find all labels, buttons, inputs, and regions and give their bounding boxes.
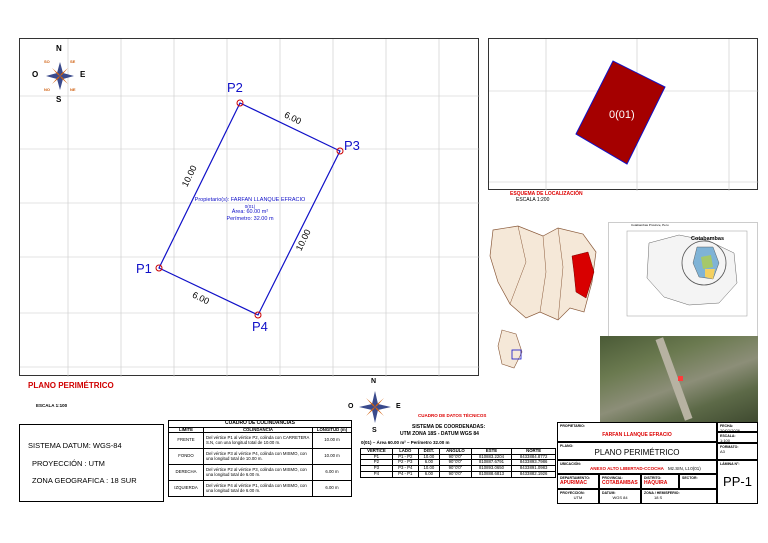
side-p3-p4: 10.00 — [293, 227, 313, 253]
tb-zone-cell — [641, 489, 717, 504]
vertex-label-p1: P1 — [136, 261, 152, 276]
tecnicos-area-line: 0(01) – Área 60.00 m² – Perímetro 32.00 m — [361, 440, 450, 445]
tb-proj-value: UTM — [573, 495, 583, 500]
table-row — [169, 433, 352, 449]
col-longitud: 6.00 m — [313, 481, 352, 497]
tec-norte: 8433891.0983 — [512, 466, 556, 472]
compass-e: E — [80, 70, 86, 79]
col-limite: IZQUIERDA — [169, 481, 204, 497]
tb-datum-label: DATUM: — [602, 491, 616, 495]
tecnicos-system: SISTEMA DE COORDENADAS: — [412, 424, 486, 430]
tb-sheet-cell — [717, 460, 758, 504]
tec-este: 810893.0650 — [471, 466, 511, 472]
tb-format-value: A3 — [720, 449, 725, 454]
perimeter-text: Perímetro: 32.00 m — [226, 215, 274, 222]
vertex-label-p3: P3 — [344, 138, 360, 153]
tb-format-label: FORMATO: — [720, 445, 739, 449]
compass2-e: E — [396, 403, 401, 410]
tec-lado: P1 - P2 — [392, 454, 418, 460]
table-row — [169, 449, 352, 465]
tb-prov-label: PROVINCIA: — [602, 476, 623, 480]
main-plan-frame — [19, 38, 479, 376]
tec-vertice: P3 — [361, 466, 393, 472]
tec-lado: P4 - P1 — [392, 471, 418, 477]
tec-vertice: P1 — [361, 454, 393, 460]
tb-format-cell — [717, 443, 758, 460]
tb-prov-value: COTABAMBAS — [602, 480, 638, 486]
compass-ne: NE — [70, 87, 76, 92]
col-longitud: 10.00 m — [313, 449, 352, 465]
tecnicos-table-wrap — [360, 448, 556, 478]
tb-sheet-value: PP-1 — [723, 474, 752, 489]
tb-owner-value: FARFAN LLANQUE EFRACIO — [602, 432, 672, 438]
area-text: Área: 60.00 m² — [231, 208, 269, 215]
col-colindancia: Del vértice P2 al vértice P3, colinda con MISMO, con una longitud total de 6.00 m. — [204, 465, 313, 481]
tec-dist: 10.00 — [418, 454, 439, 460]
table-row — [169, 481, 352, 497]
lot-code-text: 0(01) — [244, 203, 256, 209]
col-longitud: 10.00 m — [313, 433, 352, 449]
tec-norte: 8433882.1926 — [512, 471, 556, 477]
col-limite: FONDO — [169, 449, 204, 465]
tb-proj-cell — [557, 489, 599, 504]
side-p4-p1: 6.00 — [190, 289, 211, 307]
vertex-label-p2: P2 — [227, 80, 243, 95]
tb-sector-cell — [679, 474, 717, 489]
region-map-peru — [488, 222, 600, 372]
tec-header-dist: DIST. — [418, 449, 439, 455]
tb-date-label: FECHA: — [720, 424, 734, 428]
tb-scale-label: ESCALA: — [720, 434, 736, 438]
compass2-s: S — [372, 427, 377, 434]
tb-location-cell — [557, 460, 717, 474]
lot-label-block — [185, 197, 315, 222]
tb-sheet-label: LÁMINA N°: — [720, 462, 740, 466]
compass-se: SE — [70, 59, 76, 64]
region-label-province: Cotabambas Province, Peru — [631, 223, 669, 227]
tec-este: 810888.6813 — [471, 471, 511, 477]
tec-vertice: P4 — [361, 471, 393, 477]
compass-o: O — [32, 70, 39, 79]
tec-este: 810887.6791 — [471, 460, 511, 466]
satellite-road — [656, 337, 693, 421]
tec-norte: 8433893.7986 — [512, 460, 556, 466]
compass-rose-2 — [346, 378, 404, 436]
compass2-o: O — [348, 403, 354, 410]
owner-text: Propietario(s): FARFAN LLANQUE EFRACIO — [194, 197, 306, 203]
tb-plan-cell — [557, 442, 717, 460]
location-map-frame — [488, 38, 758, 190]
col-limite: FRENTE — [169, 433, 204, 449]
tb-dist-cell — [641, 474, 679, 489]
location-map-title: ESQUEMA DE LOCALIZACIÓN — [510, 191, 583, 197]
tec-angulo: 90°0'0" — [440, 454, 472, 460]
plan-title: PLANO PERIMÉTRICO — [28, 381, 114, 390]
tec-dist: 10.00 — [418, 466, 439, 472]
tec-header-lado: LADO — [392, 449, 418, 455]
tec-este: 810883.2204 — [471, 454, 511, 460]
projection-text: PROYECCIÓN : UTM — [32, 459, 105, 468]
title-block — [557, 422, 758, 504]
tec-header-vertice: VERTICE — [361, 449, 393, 455]
tb-location-value: ANEXO ALTO LIBERTAD-CCOCHA — [590, 466, 664, 471]
tb-zone-value: 18 S — [654, 495, 663, 500]
tb-date-value: 20/02/2026 — [720, 428, 741, 432]
col-limite: DERECHA — [169, 465, 204, 481]
compass-n: N — [56, 44, 62, 53]
tb-dist-value: HAQUIRA — [644, 480, 668, 486]
tb-location-label: UBICACIÓN: — [560, 462, 581, 466]
col-header-colindancia: COLINDANCIA — [204, 427, 313, 433]
tb-mz-value: Mz.SIN, Lt.0(01) — [667, 466, 701, 471]
tec-header-este: ESTE — [471, 449, 511, 455]
tec-header-angulo: ANGULO — [440, 449, 472, 455]
col-longitud: 6.00 m — [313, 465, 352, 481]
colindancias-table-wrap — [168, 420, 352, 497]
colindancias-table — [168, 420, 352, 497]
table-row — [169, 465, 352, 481]
col-header-limite: LIMITE — [169, 427, 204, 433]
tb-dept-label: DEPARTAMENTO: — [560, 476, 591, 480]
province-map-drawing — [609, 223, 759, 339]
region-map-cotabambas — [608, 222, 758, 338]
tb-proj-label: PROYECCION: — [560, 491, 585, 495]
tb-dist-label: DISTRITO: — [644, 476, 662, 480]
col-colindancia: Del vértice P3 al vértice P4, colinda con MISMO, con una longitud total de 10.00 m. — [204, 449, 313, 465]
compass-s: S — [56, 95, 62, 104]
satellite-lot-marker — [678, 376, 683, 381]
tb-prov-cell — [599, 474, 641, 489]
col-header-longitud: LONGITUD (m) — [313, 427, 352, 433]
col-colindancia: Del vértice P1 al vértice P2, colinda con CARRETERA S.N, con una longitud total de 10.00 m. — [204, 433, 313, 449]
tec-lado: P3 - P4 — [392, 466, 418, 472]
tec-header-norte: NORTE — [512, 449, 556, 455]
tb-owner-cell — [557, 422, 717, 442]
tecnicos-table — [360, 448, 556, 478]
tec-lado: P2 - P3 — [392, 460, 418, 466]
plan-scale: ESCALA 1:100 — [36, 403, 68, 408]
tb-plan-label: PLANO: — [560, 444, 574, 448]
tec-angulo: 90°0'0" — [440, 466, 472, 472]
side-p1-p2: 10.00 — [179, 163, 199, 189]
side-p2-p3: 6.00 — [282, 109, 303, 127]
tb-datum-cell — [599, 489, 641, 504]
tec-norte: 8433884.8772 — [512, 454, 556, 460]
tec-angulo: 90°0'0" — [440, 460, 472, 466]
tb-dept-cell — [557, 474, 599, 489]
tb-datum-value: WGS 84 — [612, 495, 628, 500]
datum-box — [19, 424, 164, 502]
tec-vertice: P2 — [361, 460, 393, 466]
tec-angulo: 90°0'0" — [440, 471, 472, 477]
compass-rose-icon — [46, 62, 74, 90]
tb-dept-value: APURIMAC — [560, 480, 587, 486]
vertex-label-p4: P4 — [252, 319, 268, 334]
tb-owner-label: PROPIETARIO: — [560, 424, 586, 428]
location-map-scale: ESCALA 1:200 — [516, 197, 550, 203]
tb-date-cell — [717, 422, 758, 432]
tecnicos-zone: UTM ZONA 18S - DATUM WGS 84 — [400, 431, 479, 437]
region-label-cotabambas: Cotabambas — [691, 236, 725, 242]
location-lot-code: 0(01) — [609, 109, 635, 121]
tb-scale-cell — [717, 432, 758, 443]
tec-dist: 6.00 — [418, 460, 439, 466]
tb-scale-value: 1:100 — [720, 438, 731, 443]
compass2-n: N — [371, 378, 377, 385]
zone-text: ZONA GEOGRAFICA : 18 SUR — [32, 476, 137, 485]
tb-zone-label: ZONA / HEMISFERIO: — [644, 491, 680, 495]
tb-sector-label: SECTOR: — [682, 476, 698, 480]
colindancias-title: CUADRO DE COLINDANCIAS — [169, 421, 352, 428]
satellite-image — [600, 336, 758, 422]
tecnicos-title: CUADRO DE DATOS TÉCNICOS — [418, 413, 487, 418]
datum-text: SISTEMA DATUM: WGS-84 — [28, 441, 122, 450]
table-row — [361, 471, 556, 477]
col-colindancia: Del vértice P4 al vértice P1, colinda con MISMO, con una longitud total de 6.00 m. — [204, 481, 313, 497]
compass-no: NO — [44, 87, 50, 92]
department-map-drawing — [488, 222, 600, 372]
tec-dist: 6.00 — [418, 471, 439, 477]
compass-so: SO — [44, 59, 50, 64]
tb-plan-value: PLANO PERIMÉTRICO — [594, 448, 680, 457]
